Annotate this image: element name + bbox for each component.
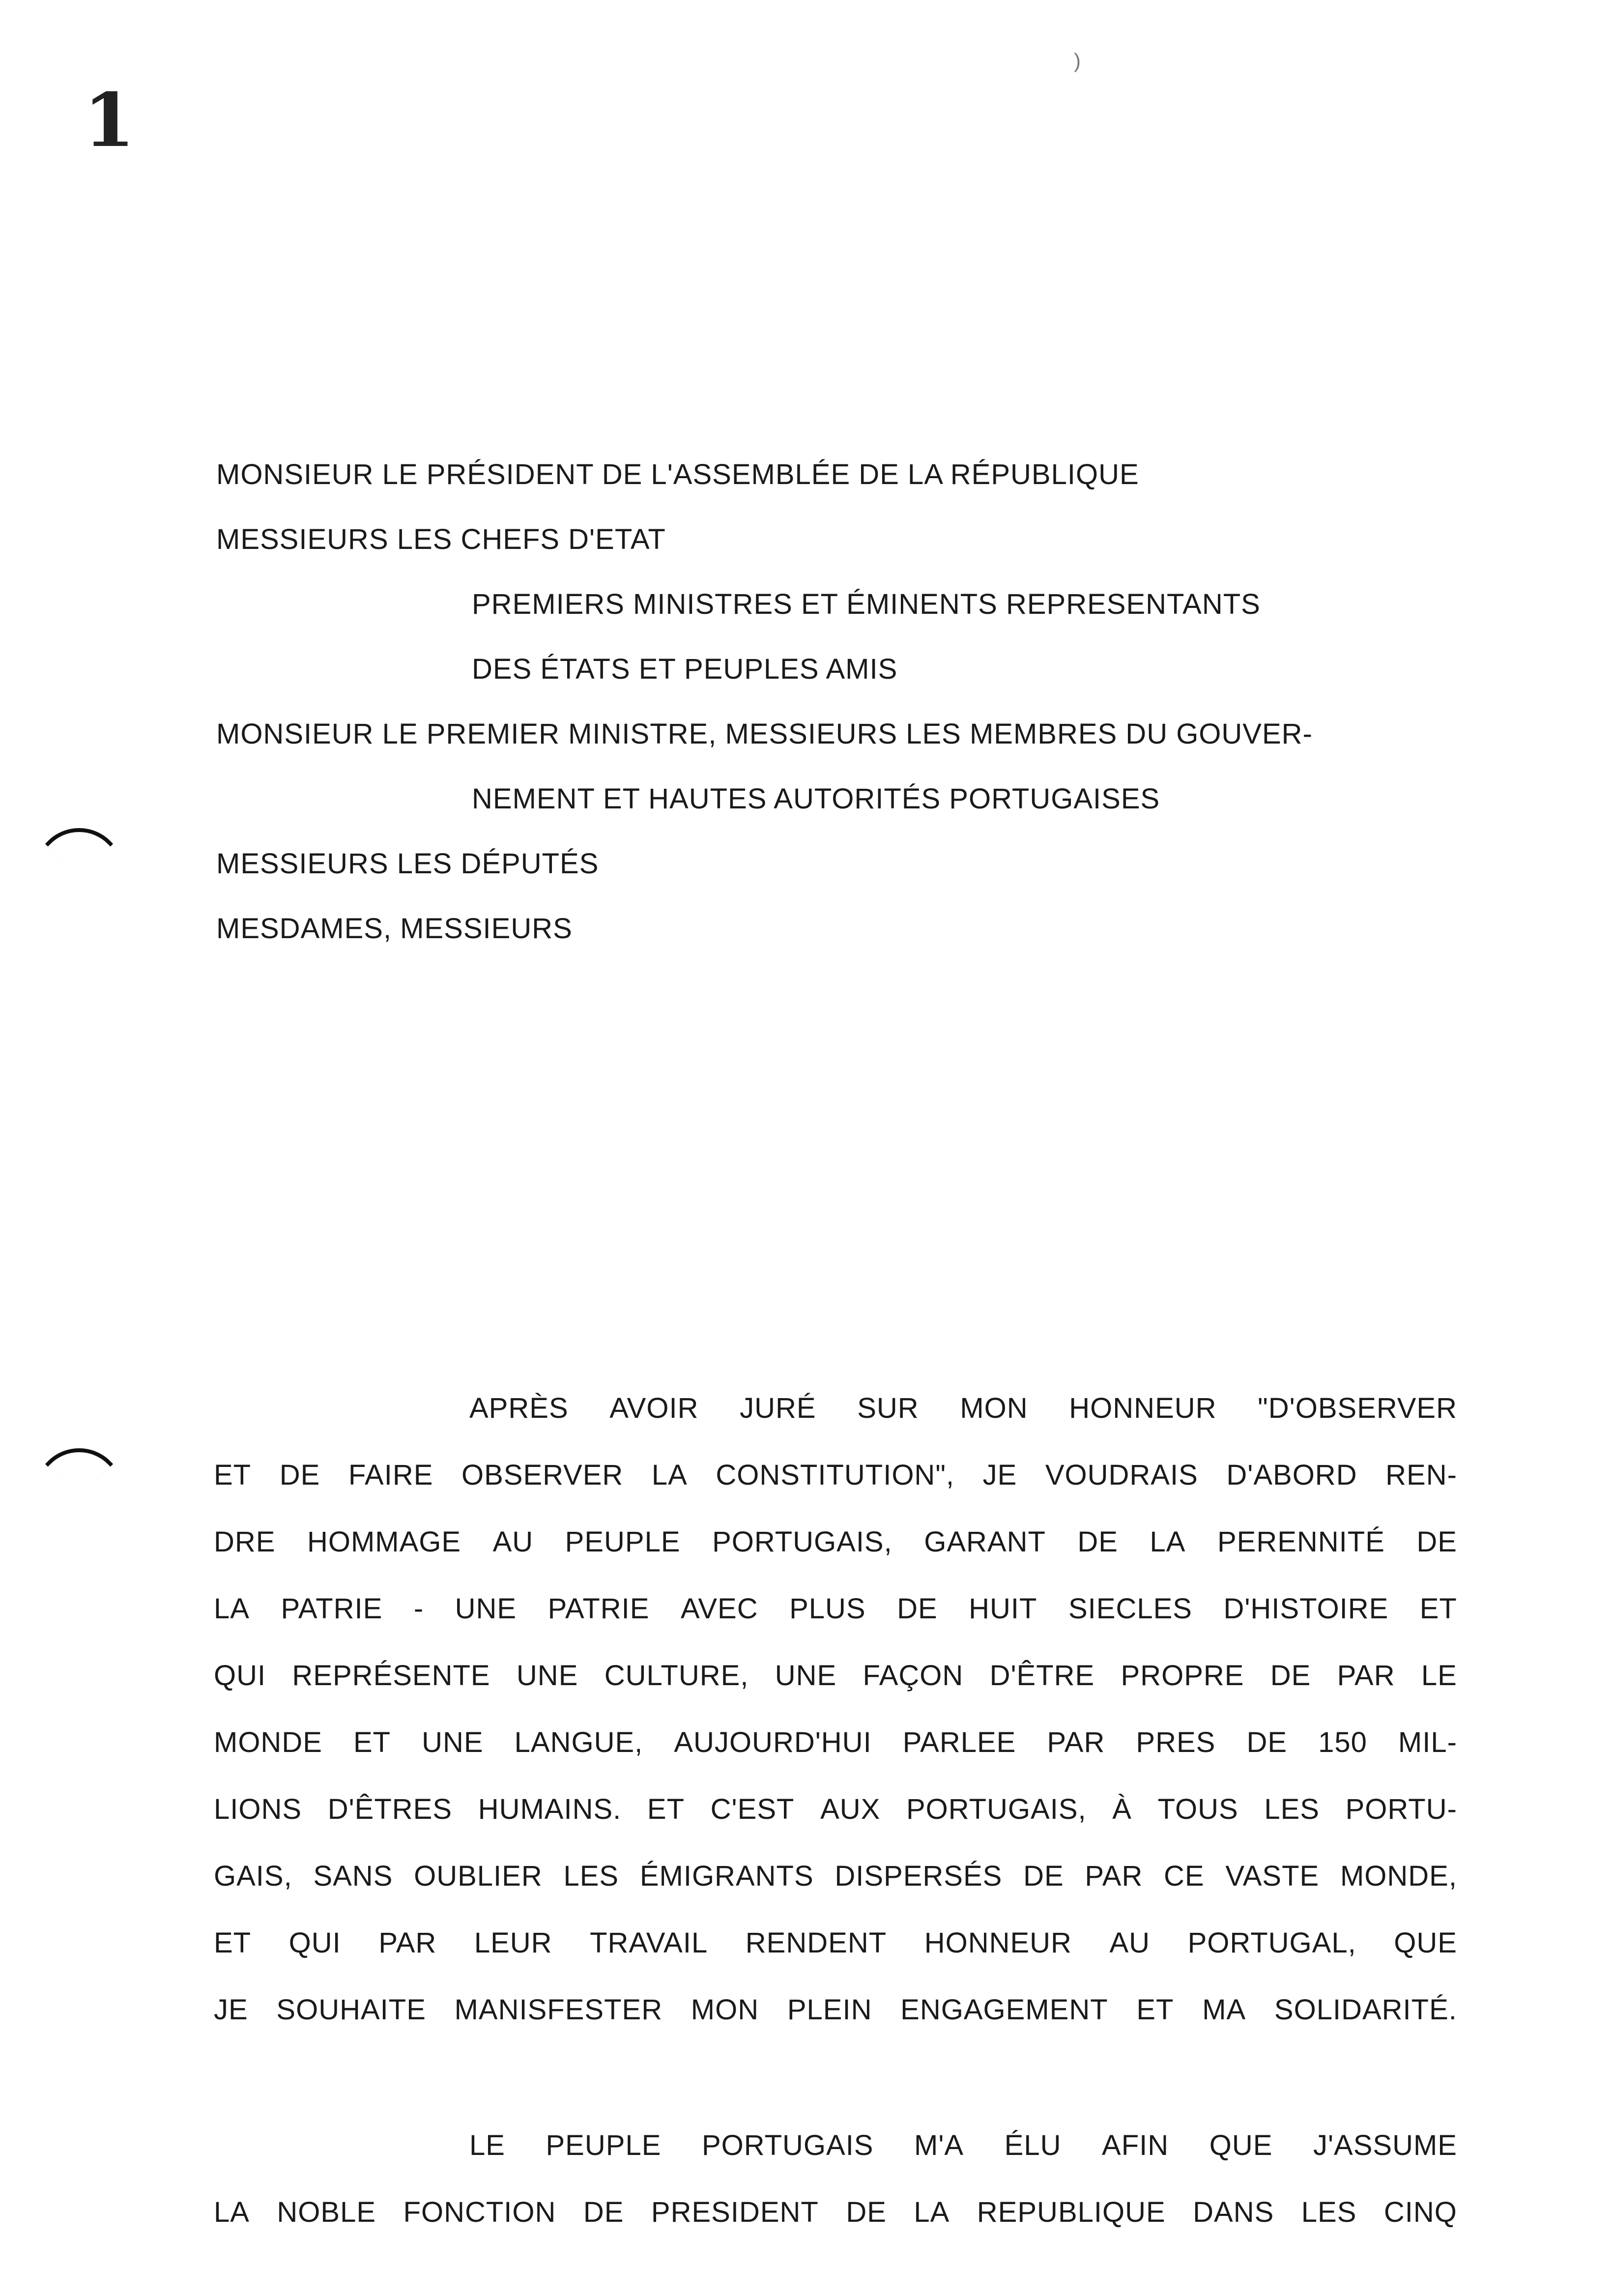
text-word: C'EST bbox=[710, 1793, 795, 1825]
text-word: MON bbox=[691, 1994, 759, 2026]
text-word: SOLIDARITÉ. bbox=[1274, 1994, 1457, 2026]
text-word: LIONS bbox=[214, 1793, 302, 1825]
salutation-line: DES ÉTATS ET PEUPLES AMIS bbox=[472, 653, 898, 685]
text-word: DISPERSÉS bbox=[835, 1860, 1003, 1892]
text-word: ENGAGEMENT bbox=[900, 1994, 1108, 2026]
text-word: QUI bbox=[288, 1927, 341, 1959]
text-word: QUI bbox=[214, 1660, 266, 1692]
text-word: UNE bbox=[455, 1593, 517, 1625]
page-number: 1 bbox=[84, 77, 135, 164]
text-word: PORTUGAIS bbox=[701, 2129, 874, 2161]
salutation-line: MESSIEURS LES DÉPUTÉS bbox=[216, 848, 599, 880]
text-word: ÉMIGRANTS bbox=[639, 1860, 814, 1892]
speech-body bbox=[214, 1375, 1457, 2246]
text-word: DRE bbox=[214, 1526, 276, 1558]
text-word: LES bbox=[1301, 2196, 1357, 2228]
text-word: REN- bbox=[1385, 1459, 1457, 1491]
text-word: PLEIN bbox=[787, 1994, 872, 2026]
text-word: ET bbox=[1136, 1994, 1174, 2026]
text-word: PRES bbox=[1136, 1726, 1216, 1758]
text-word: DE bbox=[1023, 1860, 1064, 1892]
text-word: PRESIDENT bbox=[651, 2196, 819, 2228]
text-line bbox=[214, 1442, 1457, 1509]
text-word: DE bbox=[1416, 1526, 1457, 1558]
text-word: VOUDRAIS bbox=[1045, 1459, 1198, 1491]
text-word: CONSTITUTION", bbox=[716, 1459, 955, 1491]
salutation-line: PREMIERS MINISTRES ET ÉMINENTS REPRESENTANTS bbox=[472, 588, 1261, 620]
text-word: MONDE bbox=[214, 1726, 322, 1758]
text-word: REPRÉSENTE bbox=[292, 1660, 490, 1692]
text-word: TOUS bbox=[1157, 1793, 1238, 1825]
text-word: LA bbox=[1150, 1526, 1186, 1558]
text-word: J'ASSUME bbox=[1313, 2129, 1457, 2161]
text-word: MANISFESTER bbox=[454, 1994, 663, 2026]
text-word: AUJOURD'HUI bbox=[674, 1726, 872, 1758]
text-word: AUX bbox=[820, 1793, 881, 1825]
text-word: LA bbox=[914, 2196, 950, 2228]
text-word: CE bbox=[1164, 1860, 1205, 1892]
text-word: APRÈS bbox=[469, 1392, 569, 1424]
punch-hole-mark bbox=[45, 1430, 114, 1498]
text-word: QUE bbox=[1209, 2129, 1273, 2161]
text-word: MIL- bbox=[1398, 1726, 1457, 1758]
text-word: CINQ bbox=[1383, 2196, 1457, 2228]
text-word: SIECLES bbox=[1068, 1593, 1192, 1625]
text-word: ET bbox=[647, 1793, 685, 1825]
text-word: "D'OBSERVER bbox=[1258, 1392, 1457, 1424]
text-word: LES bbox=[563, 1860, 619, 1892]
text-word: FAÇON bbox=[863, 1660, 964, 1692]
punch-hole-mark bbox=[45, 810, 114, 878]
text-word: AU bbox=[492, 1526, 534, 1558]
text-word: QUE bbox=[1394, 1927, 1457, 1959]
text-word: 150 bbox=[1318, 1726, 1367, 1758]
text-line bbox=[214, 1576, 1457, 1642]
corner-mark: ) bbox=[1074, 49, 1081, 72]
text-word: HUMAINS. bbox=[478, 1793, 622, 1825]
text-word: AFIN bbox=[1102, 2129, 1169, 2161]
text-word: ET bbox=[1419, 1593, 1457, 1625]
text-word: DE bbox=[279, 1459, 320, 1491]
text-word: LE bbox=[469, 2129, 505, 2161]
text-word: LEUR bbox=[474, 1927, 552, 1959]
text-word: D'ÊTRE bbox=[989, 1660, 1095, 1692]
text-word: PATRIE bbox=[547, 1593, 650, 1625]
text-word: DE bbox=[1246, 1726, 1288, 1758]
text-word: SUR bbox=[857, 1392, 919, 1424]
text-word: PLUS bbox=[789, 1593, 866, 1625]
text-word: VASTE bbox=[1225, 1860, 1320, 1892]
text-line bbox=[214, 1509, 1457, 1576]
text-word: GAIS, bbox=[214, 1860, 292, 1892]
text-word: LANGUE, bbox=[514, 1726, 643, 1758]
text-line bbox=[214, 1642, 1457, 1709]
text-word: D'ÊTRES bbox=[327, 1793, 453, 1825]
text-word: PORTUGAIS, bbox=[906, 1793, 1087, 1825]
text-word: DE bbox=[583, 2196, 624, 2228]
text-word: PARLEE bbox=[902, 1726, 1016, 1758]
text-line bbox=[214, 2112, 1457, 2179]
text-word: UNE bbox=[516, 1660, 578, 1692]
text-line bbox=[214, 1776, 1457, 1843]
text-word: HONNEUR bbox=[1069, 1392, 1217, 1424]
text-word: ÉLU bbox=[1004, 2129, 1062, 2161]
text-word: ET bbox=[353, 1726, 391, 1758]
text-word: REPUBLIQUE bbox=[977, 2196, 1166, 2228]
text-word: HOMMAGE bbox=[307, 1526, 461, 1558]
text-line bbox=[214, 1375, 1457, 1442]
text-line bbox=[214, 1977, 1457, 2043]
text-word: À bbox=[1112, 1793, 1132, 1825]
text-word: FONCTION bbox=[403, 2196, 556, 2228]
text-word: HUIT bbox=[969, 1593, 1037, 1625]
text-word: DE bbox=[1077, 1526, 1118, 1558]
text-word: DE bbox=[846, 2196, 887, 2228]
salutation-line: NEMENT ET HAUTES AUTORITÉS PORTUGAISES bbox=[472, 783, 1160, 815]
text-word: ET bbox=[214, 1459, 252, 1491]
text-word: SOUHAITE bbox=[276, 1994, 426, 2026]
text-word: PAR bbox=[378, 1927, 437, 1959]
text-line bbox=[214, 2179, 1457, 2246]
text-word: M'A bbox=[914, 2129, 964, 2161]
text-word: MA bbox=[1202, 1994, 1246, 2026]
text-word: PORTU- bbox=[1345, 1793, 1457, 1825]
text-word: TRAVAIL bbox=[590, 1927, 708, 1959]
text-word: MONDE, bbox=[1340, 1860, 1457, 1892]
salutation-block bbox=[216, 442, 1474, 961]
text-word: LES bbox=[1264, 1793, 1320, 1825]
text-word: PORTUGAL, bbox=[1187, 1927, 1356, 1959]
text-word: UNE bbox=[422, 1726, 484, 1758]
text-word: AVEC bbox=[680, 1593, 758, 1625]
text-word: LA bbox=[214, 1593, 250, 1625]
text-word: FAIRE bbox=[348, 1459, 433, 1491]
text-word: RENDENT bbox=[745, 1927, 887, 1959]
paragraph bbox=[214, 1375, 1457, 2043]
text-word: PORTUGAIS, bbox=[712, 1526, 892, 1558]
text-line bbox=[214, 1843, 1457, 1910]
text-word: LA bbox=[214, 2196, 250, 2228]
text-word: PAR bbox=[1085, 1860, 1143, 1892]
text-line bbox=[214, 1709, 1457, 1776]
text-word: NOBLE bbox=[277, 2196, 376, 2228]
text-word: HONNEUR bbox=[924, 1927, 1072, 1959]
text-word: PEUPLE bbox=[565, 1526, 681, 1558]
text-word: OBSERVER bbox=[461, 1459, 624, 1491]
text-word: SANS bbox=[313, 1860, 393, 1892]
salutation-line: MONSIEUR LE PREMIER MINISTRE, MESSIEURS LES MEMBRES DU GOUVER- bbox=[216, 718, 1313, 750]
text-word: OUBLIER bbox=[414, 1860, 543, 1892]
text-word: - bbox=[413, 1593, 424, 1625]
text-word: JURÉ bbox=[740, 1392, 816, 1424]
text-word: D'HISTOIRE bbox=[1223, 1593, 1389, 1625]
text-word: LE bbox=[1421, 1660, 1457, 1692]
text-word: CULTURE, bbox=[604, 1660, 749, 1692]
text-word: ET bbox=[214, 1927, 252, 1959]
text-word: DE bbox=[1270, 1660, 1311, 1692]
text-word: PAR bbox=[1047, 1726, 1105, 1758]
text-word: D'ABORD bbox=[1226, 1459, 1357, 1491]
text-word: AVOIR bbox=[609, 1392, 699, 1424]
text-word: AU bbox=[1109, 1927, 1151, 1959]
text-word: PATRIE bbox=[281, 1593, 383, 1625]
text-word: PROPRE bbox=[1121, 1660, 1244, 1692]
text-word: PERENNITÉ bbox=[1217, 1526, 1385, 1558]
text-word: JE bbox=[982, 1459, 1017, 1491]
text-word: UNE bbox=[775, 1660, 837, 1692]
paragraph bbox=[214, 2112, 1457, 2246]
text-word: GARANT bbox=[924, 1526, 1046, 1558]
text-word: JE bbox=[214, 1994, 248, 2026]
text-word: LA bbox=[651, 1459, 688, 1491]
salutation-line: MESSIEURS LES CHEFS D'ETAT bbox=[216, 523, 666, 555]
text-line bbox=[214, 1910, 1457, 1977]
text-word: DE bbox=[897, 1593, 938, 1625]
salutation-line: MESDAMES, MESSIEURS bbox=[216, 913, 573, 945]
text-word: PEUPLE bbox=[546, 2129, 662, 2161]
text-word: PAR bbox=[1337, 1660, 1395, 1692]
text-word: DANS bbox=[1193, 2196, 1274, 2228]
salutation-line: MONSIEUR LE PRÉSIDENT DE L'ASSEMBLÉE DE LA RÉPUBLIQUE bbox=[216, 459, 1139, 490]
text-word: MON bbox=[960, 1392, 1028, 1424]
